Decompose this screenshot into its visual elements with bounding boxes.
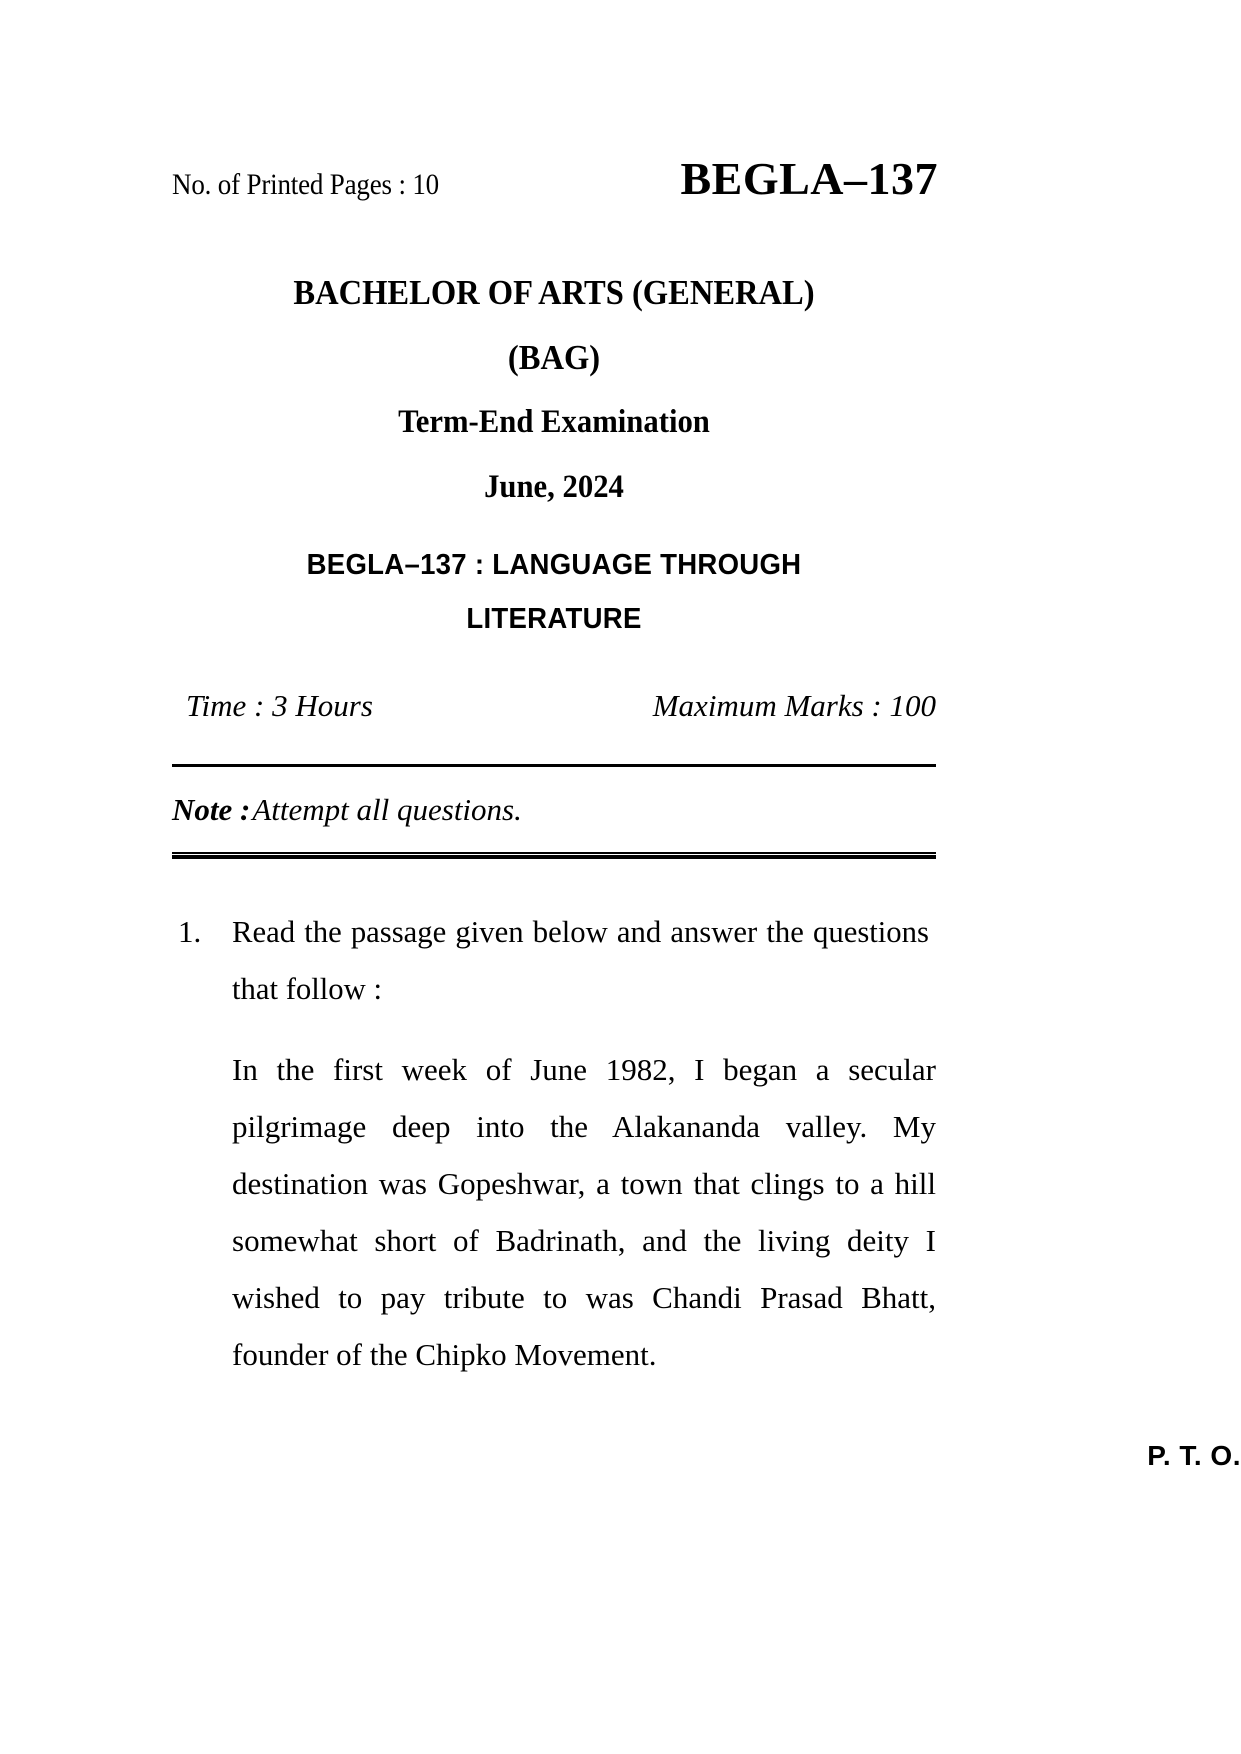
subject-title-line-1: BEGLA–137 : LANGUAGE THROUGH — [306, 549, 802, 581]
examination-type: Term-End Examination — [398, 404, 710, 440]
maximum-marks: Maximum Marks : 100 — [652, 688, 936, 723]
programme-name: BACHELOR OF ARTS (GENERAL) — [293, 273, 815, 312]
page-turn-over-label: P. T. O. — [1147, 1440, 1241, 1471]
programme-title-block — [172, 260, 936, 520]
note-label: Note : — [172, 792, 251, 827]
note-text: Attempt all questions. — [252, 792, 522, 827]
subject-title-block — [172, 538, 936, 646]
examination-session: June, 2024 — [484, 469, 624, 505]
reading-passage-text: In the first week of June 1982, I began a secular pilgrimage deep into the Alakananda valley. My destination was Gopeshwar, a town that clings to a hill somewhat short of Badrinath, and the living deity I wished to pay tribute to was Chandi Prasad Bhatt, founder of the Chipko Movement. — [232, 1052, 936, 1372]
exam-meta-row — [172, 688, 936, 734]
programme-abbreviation: (BAG) — [507, 338, 601, 377]
question-prompt: Read the passage given below and answer the questions that follow : — [232, 914, 929, 1006]
printed-pages-label: No. of Printed Pages : 10 — [172, 168, 439, 201]
time-allowed: Time : 3 Hours — [186, 688, 373, 723]
page-header — [172, 153, 938, 230]
question-number: 1. — [178, 914, 202, 949]
horizontal-rule-double — [172, 852, 936, 859]
question-item — [172, 903, 936, 1383]
question-body — [232, 903, 936, 1017]
horizontal-rule-top — [172, 764, 936, 767]
course-code-title: BEGLA–137 — [680, 153, 938, 204]
note-row — [172, 792, 936, 836]
subject-title-line-2: LITERATURE — [466, 603, 642, 635]
page-content — [172, 0, 936, 1383]
reading-passage — [232, 1041, 936, 1383]
